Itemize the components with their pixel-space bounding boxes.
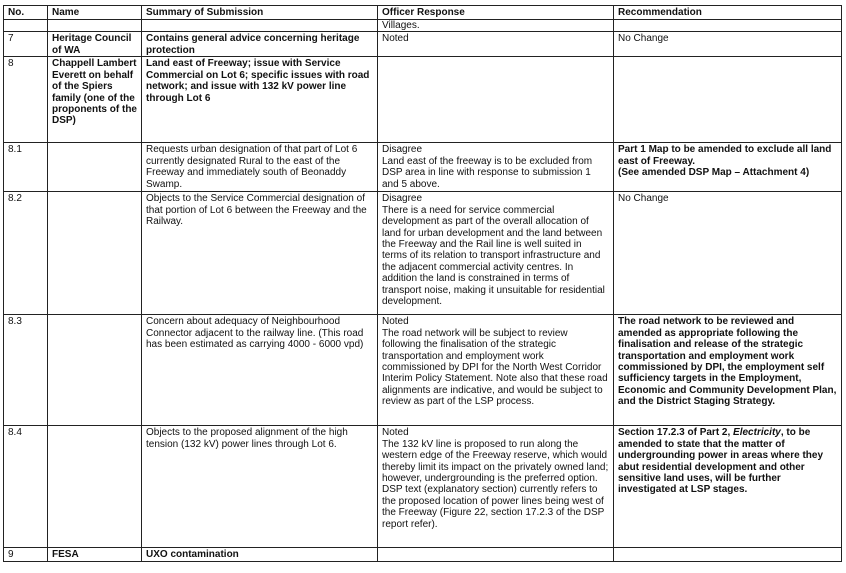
recommendation: No Change (614, 32, 842, 57)
officer-response (378, 426, 614, 548)
continuation-officer-cell: Villages. (378, 20, 614, 32)
officer-response (378, 315, 614, 426)
header-summary: Summary of Submission (142, 6, 378, 20)
submission-summary: UXO contamination (142, 548, 378, 561)
officer-response-heading: Noted (382, 316, 409, 328)
officer-response (378, 192, 614, 315)
officer-response (378, 548, 614, 561)
submission-summary: Concern about adequacy of Neighbourhood Connector adjacent to the railway line. (This road has been estimated as carrying 4000 - 6000 vpd) (142, 315, 378, 426)
officer-response-text: Land east of the freeway is to be excluded from DSP area in line with response to submission 1 and 5 above. (382, 155, 593, 190)
submitter-name: FESA (48, 548, 142, 561)
submitter-name (48, 143, 142, 192)
officer-response (378, 143, 614, 192)
table-row (4, 32, 842, 57)
officer-response (378, 57, 614, 143)
submission-summary: Requests urban designation of that part of Lot 6 currently designated Rural to the east of the Freeway and immediately south of Beonaddy Swamp. (142, 143, 378, 192)
officer-response: Noted (378, 32, 614, 57)
recommendation (614, 426, 842, 548)
recommendation (614, 143, 842, 192)
header-row (4, 6, 842, 20)
row-number: 8.4 (4, 426, 48, 548)
row-number: 7 (4, 32, 48, 57)
officer-response-heading: Noted (382, 427, 409, 439)
recommendation (614, 57, 842, 143)
recommendation: No Change (614, 192, 842, 315)
recommendation-text: Part 1 Map to be amended to exclude all land east of Freeway. (618, 144, 832, 167)
submission-summary: Objects to the Service Commercial designation of that portion of Lot 6 between the Freeway and the Railway. (142, 192, 378, 315)
submitter-name (48, 426, 142, 548)
header-no: No. (4, 6, 48, 20)
header-officer-response: Officer Response (378, 6, 614, 20)
continuation-row (4, 20, 842, 32)
officer-response-text: The 132 kV line is proposed to run along the western edge of the Freeway reserve, which would thereby limit its impact on the privately owned land; however, undergrounding is the preferred option. (382, 438, 609, 485)
officer-response-text: The road network will be subject to review following the finalisation of the strategic transportation and employment work commissioned by DPI for the North West Corridor Interim Policy Statement. Note also that these road alignments are indicative, and would be subject to review as part of the LSP process. (382, 327, 608, 408)
row-number: 8.3 (4, 315, 48, 426)
table-row (4, 315, 842, 426)
recommendation: The road network to be reviewed and amended as appropriate following the finalisation and release of the strategic transportation and employment work commissioned by DPI, the employment self sufficiency targets in the Employment, Economic and Community Development Plan, and the District Staging Strategy. (614, 315, 842, 426)
header-recommendation: Recommendation (614, 6, 842, 20)
officer-response-text: There is a need for service commercial development as part of the overall allocation of land for urban development and the land between the Freeway and the Rail line is well suited in terms of its relation to transport infrastructure and the adjacent commercial activity centres. In addition the land is constrained in terms of transport noise, making it unsuitable for residential development. (382, 204, 605, 308)
officer-response-text-2: DSP text (explanatory section) currently refers to the proposed location of power lines being west of the Freeway (Figure 22, section 17.2.3 of the DSP report refer). (382, 484, 605, 530)
officer-response-heading: Disagree (382, 144, 423, 156)
submissions-table (3, 5, 842, 562)
submission-summary: Objects to the proposed alignment of the high tension (132 kV) power lines through Lot 6. (142, 426, 378, 548)
table-row (4, 57, 842, 143)
table-row (4, 192, 842, 315)
table-row (4, 426, 842, 548)
table-row (4, 548, 842, 561)
row-number: 8 (4, 57, 48, 143)
submitter-name (48, 315, 142, 426)
submitter-name (48, 192, 142, 315)
officer-response-heading: Disagree (382, 193, 423, 205)
submitter-name: Chappell Lambert Everett on behalf of the Spiers family (one of the proponents of the DSP) (48, 57, 142, 143)
submission-summary: Contains general advice concerning heritage protection (142, 32, 378, 57)
recommendation-text-pre: Section 17.2.3 of Part 2, (618, 427, 734, 439)
recommendation (614, 548, 842, 561)
row-number: 8.2 (4, 192, 48, 315)
submission-summary: Land east of Freeway; issue with Service Commercial on Lot 6; specific issues with road network; and issue with 132 kV power line through Lot 6 (142, 57, 378, 143)
row-number: 9 (4, 548, 48, 561)
recommendation-emphasis: Electricity (733, 427, 781, 439)
table-row (4, 143, 842, 192)
header-name: Name (48, 6, 142, 20)
row-number: 8.1 (4, 143, 48, 192)
recommendation-text-post: , to be amended to state that the matter of undergrounding power in areas where they abut residential development and other sensitive land uses, will be further investigated at LSP stages. (618, 427, 824, 496)
submitter-name: Heritage Council of WA (48, 32, 142, 57)
recommendation-note: (See amended DSP Map – Attachment 4) (618, 167, 810, 179)
